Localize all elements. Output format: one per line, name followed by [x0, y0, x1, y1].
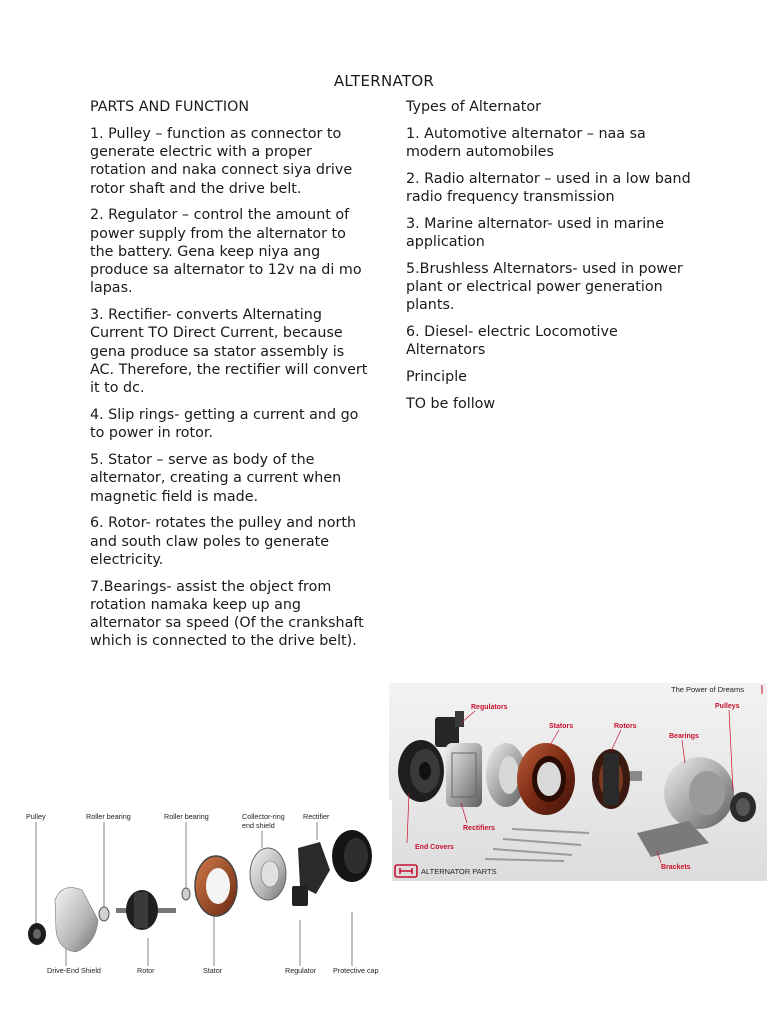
types-heading: Types of Alternator [406, 99, 541, 115]
label-pulleys: Pulleys [715, 703, 740, 710]
brand-caption: ALTERNATOR PARTS [421, 867, 497, 876]
label-regulators: Regulators [471, 704, 508, 711]
label-protective-cap: Protective cap [333, 966, 379, 975]
part-item-stator: 5. Stator – serve as body of the alternator, creating a current when magnetic field is made. [90, 452, 342, 505]
to-be-follow-label: TO be follow [406, 395, 496, 412]
power-of-dreams-tagline: The Power of Dreams [671, 685, 744, 694]
diagram-pulley [28, 923, 46, 945]
diagram-regulator [292, 886, 308, 906]
label-brackets: Brackets [661, 864, 691, 871]
type-item-radio: 2. Radio alternator – used in a low band radio frequency transmission [406, 170, 691, 205]
part-item-rectifier: 3. Rectifier- converts Alternating Current TO Direct Current, because gena produce sa stator assembly is AC. Therefore, the rectifier will convert it to dc. [90, 307, 368, 397]
regulator-part [435, 711, 464, 747]
pulley-part [730, 792, 756, 822]
type-item-diesel: 6. Diesel- electric Locomotive Alternators [406, 323, 618, 359]
diagram-roller-bearing-2 [182, 888, 190, 900]
label-drive-end-shield: Drive-End Shield [47, 966, 101, 975]
type-item-brushless: 5.Brushless Alternators- used in power plant or electrical power generation plants. [406, 260, 683, 314]
label-roller-bearing-1: Roller bearing [86, 812, 131, 821]
label-end-covers: End Covers [415, 844, 454, 851]
principle-label: Principle [406, 368, 467, 385]
parts-and-function-column [90, 98, 372, 659]
label-roller-bearing-2: Roller bearing [164, 812, 209, 821]
through-bolts [485, 829, 589, 861]
label-rotors: Rotors [614, 723, 637, 730]
label-rectifiers: Rectifiers [463, 825, 495, 832]
label-regulator: Regulator [285, 966, 317, 975]
parts-heading: PARTS AND FUNCTION [90, 99, 250, 115]
diagram-stator [195, 856, 237, 916]
label-stator: Stator [203, 966, 223, 975]
label-rectifier: Rectifier [303, 812, 330, 821]
type-item-automotive: 1. Automotive alternator – naa sa modern automobiles [406, 125, 646, 160]
type-item-marine: 3. Marine alternator- used in marine application [406, 215, 665, 250]
alternator-parts-photo [389, 683, 767, 881]
diagram-roller-bearing-1 [99, 907, 109, 921]
label-pulley: Pulley [26, 812, 46, 821]
rotor-part [592, 749, 642, 809]
part-item-slip-rings: 4. Slip rings- getting a current and go to power in rotor. [90, 407, 359, 442]
diagram-drive-end-shield [55, 888, 98, 952]
part-item-rotor: 6. Rotor- rotates the pulley and north and south claw poles to generate electricity. [90, 515, 356, 568]
diagram-rotor [116, 890, 176, 930]
end-cover-part [398, 740, 444, 802]
diagram-protective-cap [332, 830, 372, 882]
part-item-bearings: 7.Bearings- assist the object from rotation namaka keep up ang alternator sa speed (Of the crankshaft which is connected to the drive belt). [90, 578, 364, 650]
part-item-pulley: 1. Pulley – function as connector to generate electric with a proper rotation and naka connect siya drive rotor shaft and the drive belt. [90, 125, 353, 197]
diagram-collector-ring-end-shield [250, 848, 286, 900]
stator-winding-part [517, 743, 575, 815]
label-bearings: Bearings [669, 733, 699, 740]
exploded-alternator-diagram [0, 800, 392, 990]
honda-logo [395, 865, 417, 877]
types-of-alternator-column [406, 98, 696, 421]
rectifier-part [446, 743, 482, 807]
label-stators: Stators [549, 723, 574, 730]
document-title: ALTERNATOR [333, 72, 435, 90]
label-end-shield: end shield [242, 821, 275, 830]
label-rotor: Rotor [137, 966, 155, 975]
part-item-regulator: 2. Regulator – control the amount of power supply from the alternator to the battery. Gena keep niya ang produce sa alternator to 12v na di mo lapas. [90, 207, 362, 297]
label-collector-ring: Collector-ring [242, 812, 285, 821]
front-housing-part [664, 757, 734, 829]
